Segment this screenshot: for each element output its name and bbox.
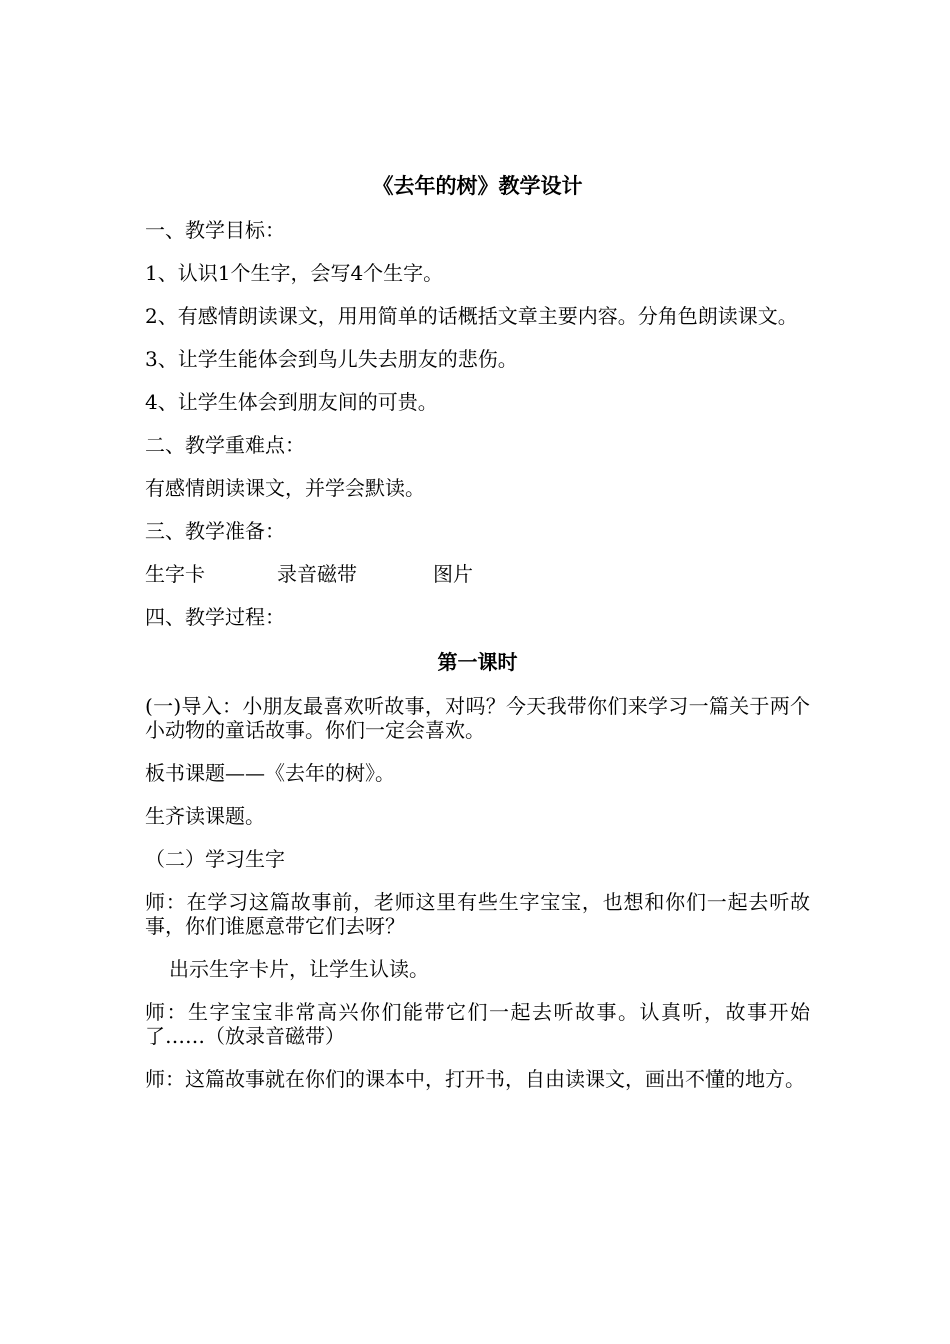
preparation-items <box>145 562 810 586</box>
objective-item: 1、认识1个生字，会写4个生字。 <box>145 261 444 285</box>
objective-item: 2、有感情朗读课文，用用简单的话概括文章主要内容。分角色朗读课文。 <box>145 304 798 328</box>
section-heading-process: 四、教学过程： <box>145 605 285 629</box>
process-paragraph: (一)导入：小朋友最喜欢听故事，对吗？今天我带你们来学习一篇关于两个小动物的童话故事。你们一定会喜欢。 <box>145 694 810 742</box>
process-paragraph: 板书课题——《去年的树》。 <box>145 761 395 785</box>
lesson-heading: 第一课时 <box>437 650 518 674</box>
document-title: 《去年的树》教学设计 <box>372 174 583 198</box>
document-body <box>145 172 810 1110</box>
section-heading-preparation: 三、教学准备： <box>145 519 285 543</box>
preparation-item: 图片 <box>433 562 473 586</box>
process-paragraph: 师：在学习这篇故事前，老师这里有些生字宝宝，也想和你们一起去听故事，你们谁愿意带它们去呀？ <box>145 890 810 938</box>
process-paragraph: 师：这篇故事就在你们的课本中，打开书，自由读课文，画出不懂的地方。 <box>145 1067 805 1091</box>
process-paragraph: 生齐读课题。 <box>145 804 265 828</box>
process-paragraph: 师：生字宝宝非常高兴你们能带它们一起去听故事。认真听，故事开始了……（放录音磁带） <box>145 1000 810 1048</box>
process-paragraph: 出示生字卡片，让学生认读。 <box>169 957 429 981</box>
preparation-item: 录音磁带 <box>277 562 357 586</box>
process-subheading: （二）学习生字 <box>145 847 285 871</box>
section-heading-key-points: 二、教学重难点： <box>145 433 305 457</box>
objective-item: 3、让学生能体会到鸟儿失去朋友的悲伤。 <box>145 347 518 371</box>
preparation-item: 生字卡 <box>145 562 205 586</box>
section-heading-objectives: 一、教学目标： <box>145 218 285 242</box>
key-points-text: 有感情朗读课文，并学会默读。 <box>145 476 425 500</box>
objective-item: 4、让学生体会到朋友间的可贵。 <box>145 390 438 414</box>
